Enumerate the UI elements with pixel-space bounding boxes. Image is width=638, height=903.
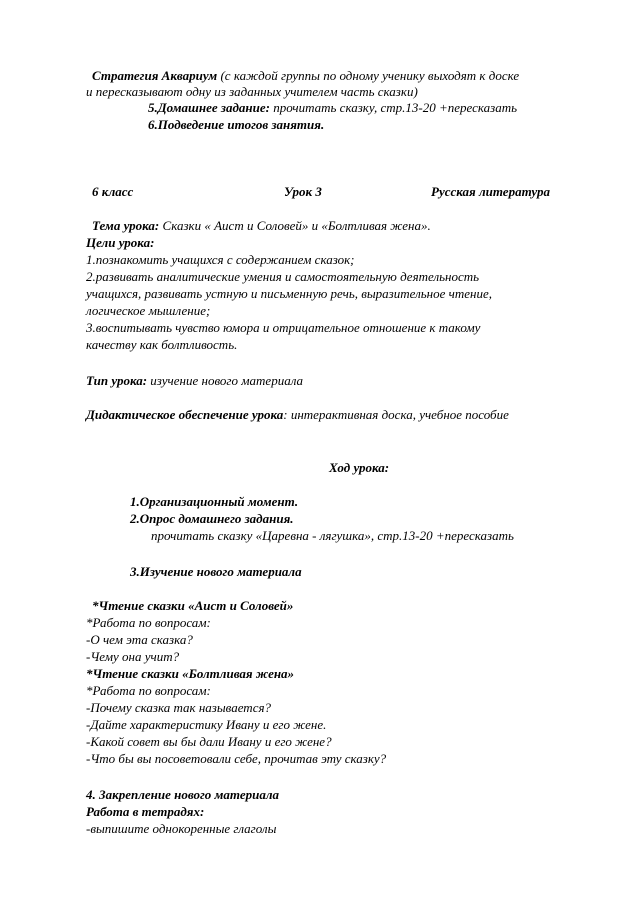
goal-line: 1.познакомить учащихся с содержанием сказок; — [86, 252, 355, 267]
tale-1-title: *Чтение сказки «Аист и Соловей» — [92, 598, 294, 613]
lesson-type-line — [86, 373, 303, 389]
topic-line — [92, 218, 431, 234]
course-title: Ход урока: — [329, 460, 390, 475]
grade-label: 6 класс — [92, 184, 134, 199]
topic-label: Тема урока: — [92, 218, 160, 233]
goal-line: 3.воспитывать чувство юмора и отрицательное отношение к такому — [86, 320, 481, 335]
didactic-text: : интерактивная доска, учебное пособие — [283, 407, 509, 422]
homework-text: прочитать сказку, стр.13-20 +пересказать — [269, 100, 518, 115]
goal-line: учащихся, развивать устную и письменную речь, выразительное чтение, — [86, 286, 492, 301]
lesson-number: Урок 3 — [284, 184, 322, 199]
topic-text: Сказки « Аист и Соловей» и «Болтливая жена». — [159, 218, 431, 233]
step-1: 1.Организационный момент. — [130, 494, 299, 509]
consolidation-title: 4. Закрепление нового материала — [86, 787, 280, 802]
notebook-task: -выпишите однокоренные глаголы — [86, 821, 277, 836]
step-2: 2.Опрос домашнего задания. — [130, 511, 294, 526]
homework-label: 5.Домашнее задание: — [148, 100, 270, 115]
step-3: 3.Изучение нового материала — [130, 564, 302, 579]
question-item: -Почему сказка так называется? — [86, 700, 272, 715]
strategy-title: Стратегия Аквариум — [92, 68, 218, 83]
question-item: -Чему она учит? — [86, 649, 180, 664]
lesson-type-label: Тип урока: — [86, 373, 148, 388]
homework-line — [148, 100, 517, 116]
didactic-label: Дидактическое обеспечение урока — [86, 407, 284, 422]
strategy-text: (с каждой группы по одному ученику выходят к доске — [217, 68, 520, 83]
questions-label: *Работа по вопросам: — [86, 615, 211, 630]
goal-line: качеству как болтливость. — [86, 337, 238, 352]
goal-line: 2.развивать аналитические умения и самостоятельную деятельность — [86, 269, 480, 284]
goal-line: логическое мышление; — [86, 303, 211, 318]
summary-line: 6.Подведение итогов занятия. — [148, 117, 325, 132]
question-item: -Дайте характеристику Ивану и его жене. — [86, 717, 327, 732]
didactic-line — [86, 407, 509, 423]
tale-2-title: *Чтение сказки «Болтливая жена» — [86, 666, 295, 681]
question-item: -Какой совет вы бы дали Ивану и его жене? — [86, 734, 332, 749]
lesson-type-text: изучение нового материала — [147, 373, 304, 388]
strategy-line — [92, 68, 519, 84]
question-item: -О чем эта сказка? — [86, 632, 193, 647]
question-item: -Что бы вы посоветовали себе, прочитав эту сказку? — [86, 751, 387, 766]
step-2-text: прочитать сказку «Царевна - лягушка», стр.13-20 +пересказать — [151, 528, 514, 543]
strategy-text-continued: и пересказывают одну из заданных учителем часть сказки) — [86, 84, 418, 99]
goals-label: Цели урока: — [86, 235, 155, 250]
notebook-work: Работа в тетрадях: — [86, 804, 205, 819]
questions-label: *Работа по вопросам: — [86, 683, 211, 698]
subject-label: Русская литература — [431, 184, 550, 199]
